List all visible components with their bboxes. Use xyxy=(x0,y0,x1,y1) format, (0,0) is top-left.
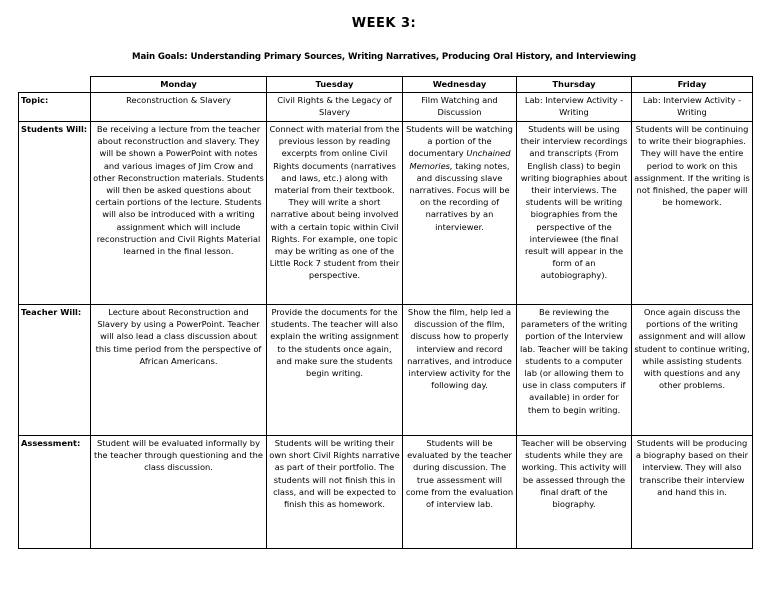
day-header-friday: Friday xyxy=(632,77,753,93)
assessment-friday: Students will be producing a biography based on their interview. They will also transcribe their interview and hand this in. xyxy=(632,436,753,549)
assessment-tuesday: Students will be writing their own short Civil Rights narrative as part of their portfolio. The students will not finish this in class, and will be expected to finish this as homework. xyxy=(267,436,403,549)
table-row-topic xyxy=(19,93,753,122)
teacher-will-thursday: Be reviewing the parameters of the writing portion of the Interview lab. Teacher will be taking students to a computer lab (or allowing them to use in class computers if available) in order for them to begin writing. xyxy=(517,305,632,436)
page-subtitle: Main Goals: Understanding Primary Sources, Writing Narratives, Producing Oral History, and Interviewing xyxy=(132,52,636,62)
students-will-monday: Be receiving a lecture from the teacher about reconstruction and slavery. They will be shown a PowerPoint with notes and various images of Jim Crow and other Reconstruction materials. Students will then be asked questions about certain portions of the lecture. Students will also be introduced with a writing assignment which will include reconstruction and Civil Rights Material learned in the final lesson. xyxy=(91,122,267,305)
students-will-thursday: Students will be using their interview recordings and transcripts (From English class) to begin writing biographies about their interviews. The students will be writing biographies from the perspective of the interviewee (the final result will appear in the form of an autobiography). xyxy=(517,122,632,305)
day-header-thursday: Thursday xyxy=(517,77,632,93)
topic-wednesday: Film Watching and Discussion xyxy=(403,93,517,122)
topic-tuesday: Civil Rights & the Legacy of Slavery xyxy=(267,93,403,122)
day-header-tuesday: Tuesday xyxy=(267,77,403,93)
corner-cell xyxy=(19,77,91,93)
topic-monday: Reconstruction & Slavery xyxy=(91,93,267,122)
assessment-thursday: Teacher will be observing students while they are working. This activity will be assessed through the final draft of the biography. xyxy=(517,436,632,549)
students-will-friday: Students will be continuing to write their biographies. They will have the entire period to work on this assignment. If the writing is not finished, the paper will be homework. xyxy=(632,122,753,305)
day-header-wednesday: Wednesday xyxy=(403,77,517,93)
teacher-will-wednesday: Show the film, help led a discussion of the film, discuss how to properly interview and record narratives, and introduce interview activity for the following day. xyxy=(403,305,517,436)
row-label-topic: Topic: xyxy=(19,93,91,122)
topic-thursday: Lab: Interview Activity - Writing xyxy=(517,93,632,122)
weekly-plan-table xyxy=(18,76,753,549)
teacher-will-friday: Once again discuss the portions of the writing assignment and will allow student to continue writing, while assisting students with questions and any other problems. xyxy=(632,305,753,436)
students-will-wednesday-text-after: taking notes, and discussing slave narratives. Focus will be on the recording of narratives by an interviewer. xyxy=(409,160,510,232)
row-label-assessment: Assessment: xyxy=(19,436,91,549)
assessment-monday: Student will be evaluated informally by the teacher through questioning and the class discussion. xyxy=(91,436,267,549)
row-label-teacher-will: Teacher Will: xyxy=(19,305,91,436)
topic-friday: Lab: Interview Activity - Writing xyxy=(632,93,753,122)
row-label-students-will: Students Will: xyxy=(19,122,91,305)
page-title: WEEK 3: xyxy=(351,16,417,31)
table-row-students-will xyxy=(19,122,753,305)
students-will-wednesday xyxy=(403,122,517,305)
day-header-monday: Monday xyxy=(91,77,267,93)
table-row-assessment xyxy=(19,436,753,549)
students-will-tuesday: Connect with material from the previous lesson by reading excerpts from online Civil Rights documents (narratives and laws, etc.) along with material from their textbook. They will write a short narrative about being involved with a certain topic within Civil Rights. For example, one topic may be writing as one of the Little Rock 7 student from their perspective. xyxy=(267,122,403,305)
students-will-wednesday-text-before: Students will be watching a portion of the documentary xyxy=(406,124,513,159)
assessment-wednesday: Students will be evaluated by the teacher during discussion. The true assessment will come from the evaluation of interview lab. xyxy=(403,436,517,549)
teacher-will-monday: Lecture about Reconstruction and Slavery by using a PowerPoint. Teacher will also lead a class discussion about this time period from the perspective of African Americans. xyxy=(91,305,267,436)
film-title: Unchained Memories, xyxy=(409,148,511,171)
teacher-will-tuesday: Provide the documents for the students. The teacher will also explain the writing assignment to the students once again, and make sure the students begin writing. xyxy=(267,305,403,436)
header-row xyxy=(19,77,753,93)
table-row-teacher-will xyxy=(19,305,753,436)
